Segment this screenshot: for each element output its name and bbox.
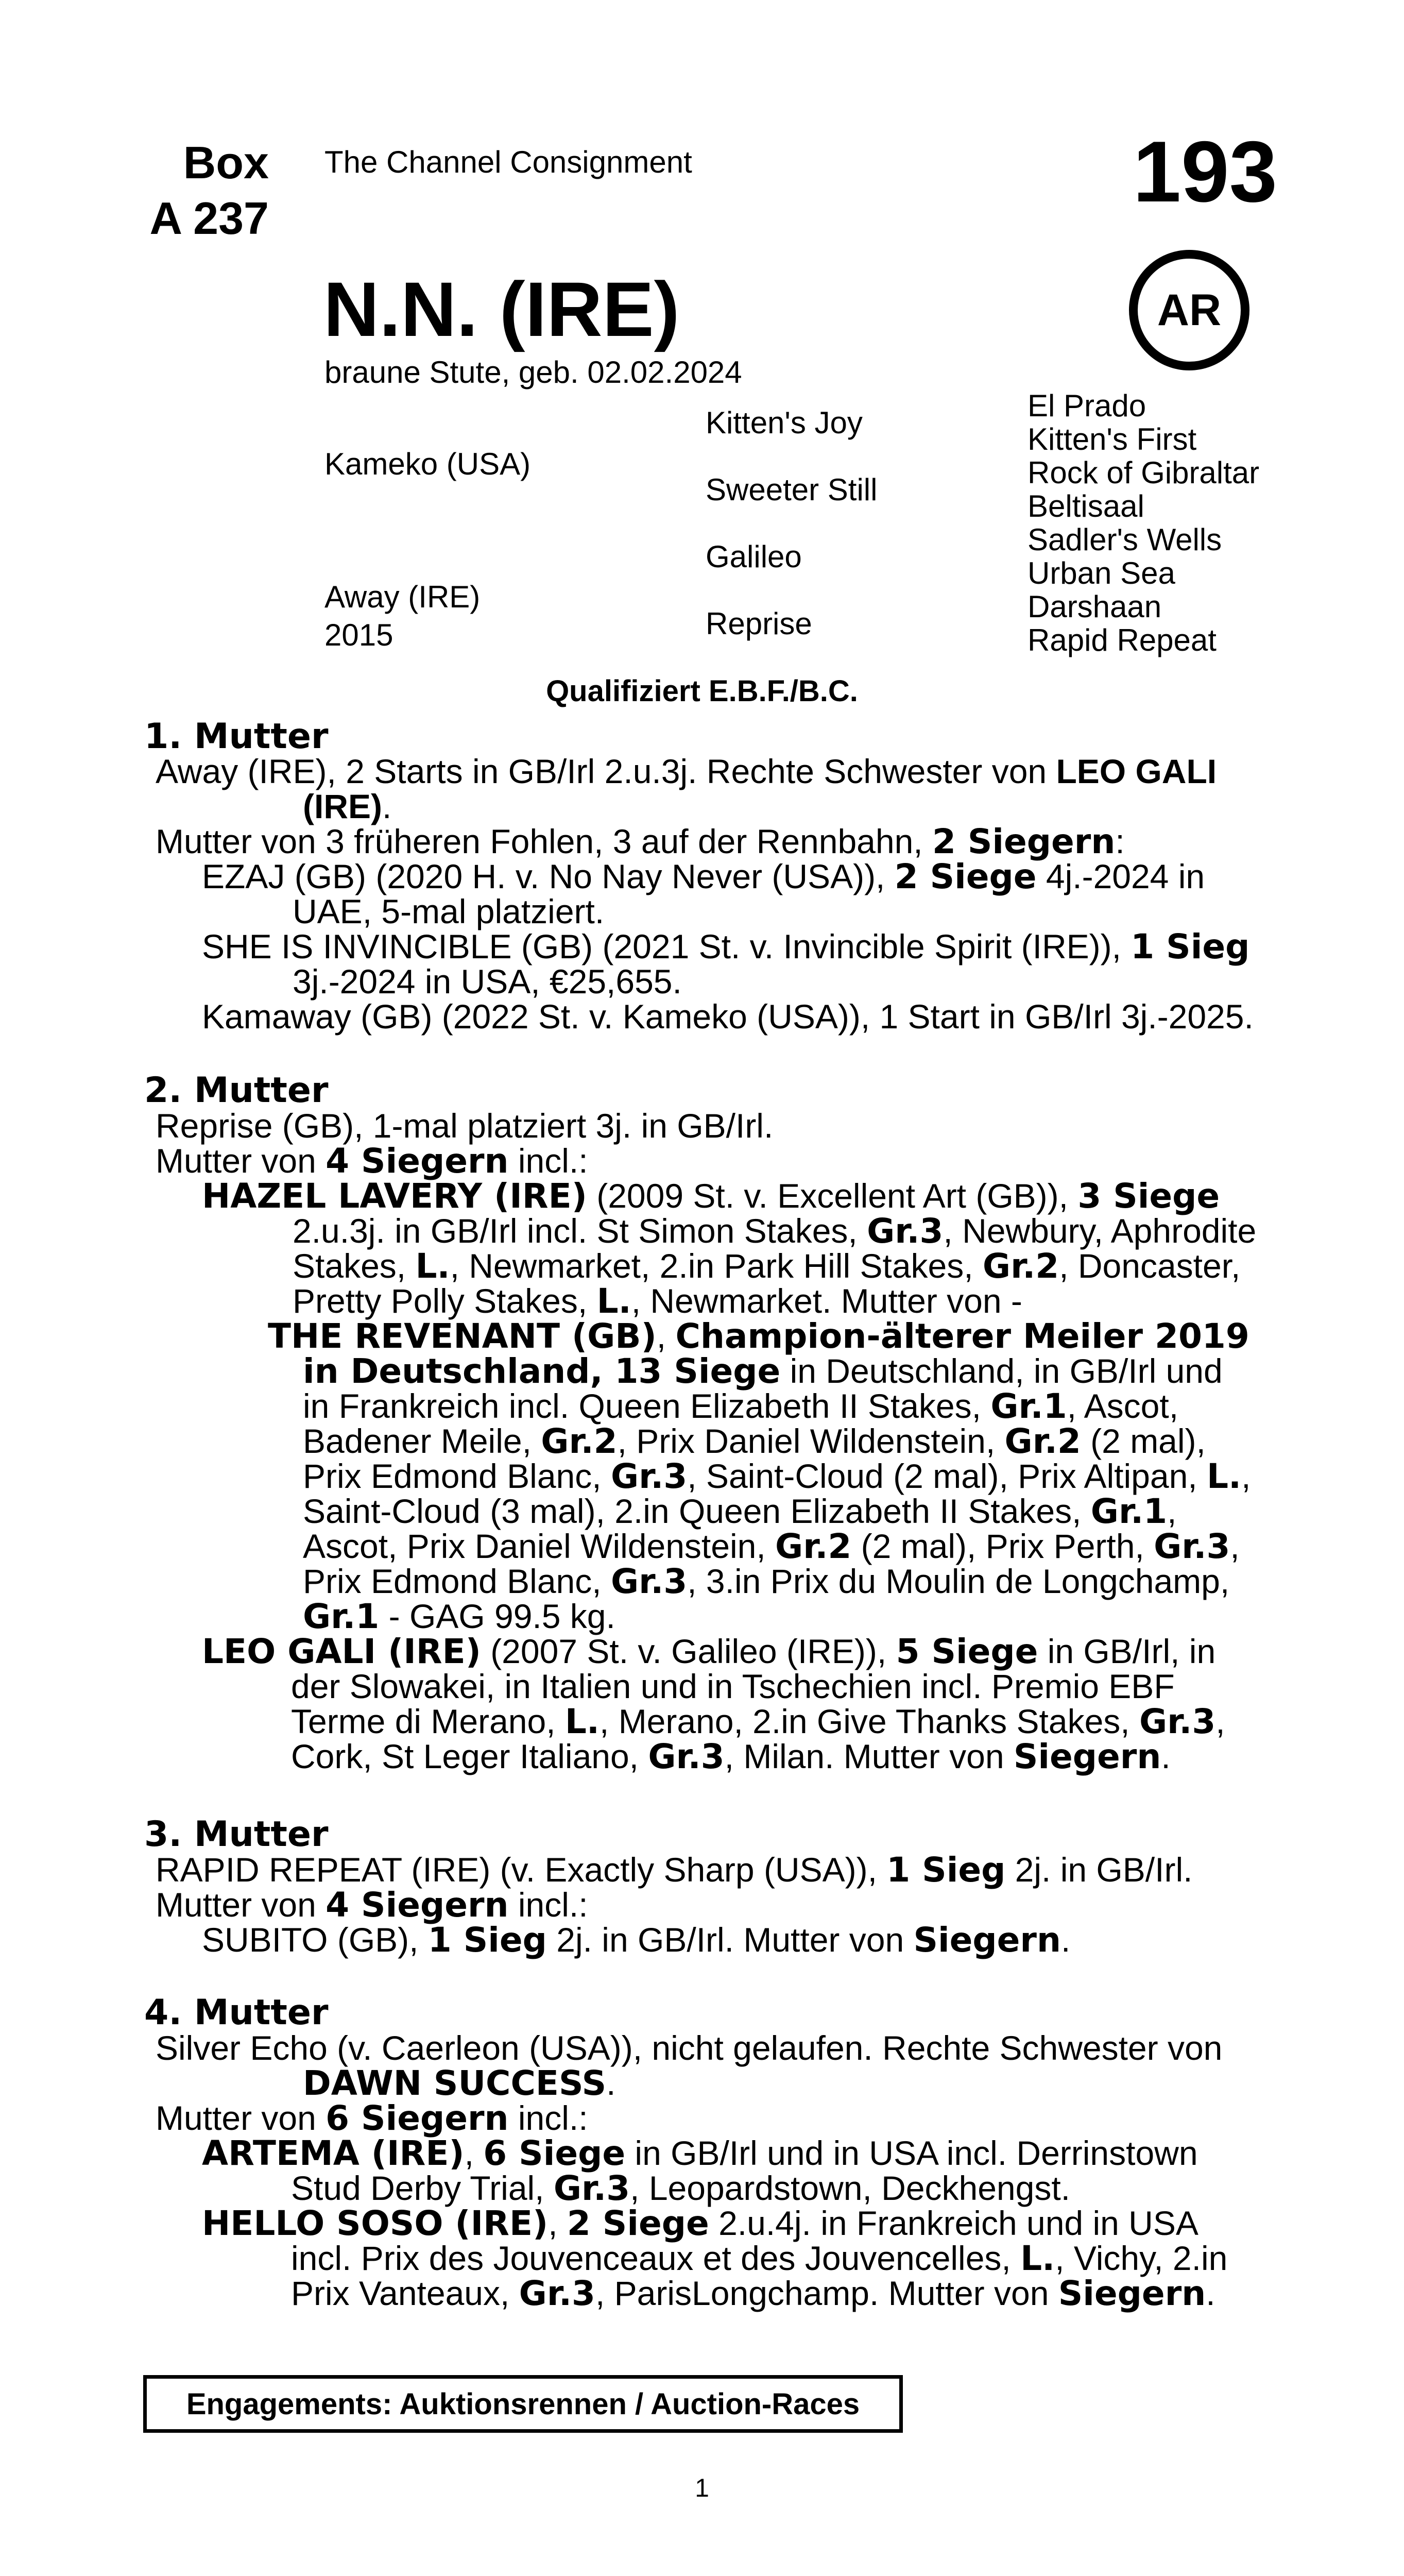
text-line: in Deutschland, 13 Siege in Deutschland, in GB/Irl und xyxy=(303,1351,1223,1391)
pedigree-sire: Kameko (USA) xyxy=(324,447,531,481)
box-info xyxy=(93,135,269,246)
pedigree-dam: Away (IRE) xyxy=(324,580,481,614)
page-number: 1 xyxy=(695,2473,709,2502)
section-heading: 4. Mutter xyxy=(144,1992,329,2033)
pedigree-grandparent: Reprise xyxy=(706,606,812,641)
text-line: in Frankreich incl. Queen Elizabeth II Stakes, Gr.1, Ascot, xyxy=(303,1386,1179,1426)
text-line: 2.u.3j. in GB/Irl incl. St Simon Stakes, Gr.3, Newbury, Aphrodite xyxy=(293,1211,1257,1251)
text-line: ARTEMA (IRE), 6 Siege in GB/Irl und in USA incl. Derrinstown xyxy=(202,2133,1198,2173)
text-line: UAE, 5-mal platziert. xyxy=(293,892,605,930)
pedigree-great-grandparent: El Prado xyxy=(1028,388,1146,423)
pedigree-grandparent: Kitten's Joy xyxy=(706,405,863,440)
text-line: Badener Meile, Gr.2, Prix Daniel Wildenstein, Gr.2 (2 mal), xyxy=(303,1421,1206,1461)
pedigree-great-grandparent: Sadler's Wells xyxy=(1028,522,1222,557)
lot-number: 193 xyxy=(1133,123,1277,220)
pedigree-great-grandparent: Rock of Gibraltar xyxy=(1028,455,1260,490)
horse-description: braune Stute, geb. 02.02.2024 xyxy=(324,355,742,389)
pedigree-great-grandparent: Rapid Repeat xyxy=(1028,623,1217,657)
section-heading: 3. Mutter xyxy=(144,1814,329,1855)
consignor: The Channel Consignment xyxy=(324,145,692,179)
text-line: Ascot, Prix Daniel Wildenstein, Gr.2 (2 mal), Prix Perth, Gr.3, xyxy=(303,1527,1240,1566)
qualification: Qualifiziert E.B.F./B.C. xyxy=(546,674,858,708)
text-line: SUBITO (GB), 1 Sieg 2j. in GB/Irl. Mutter von Siegern. xyxy=(202,1920,1071,1960)
pedigree-great-grandparent: Beltisaal xyxy=(1028,489,1144,523)
box-number: A 237 xyxy=(149,193,269,244)
text-line: Cork, St Leger Italiano, Gr.3, Milan. Mutter von Siegern. xyxy=(291,1737,1171,1776)
text-line: Prix Vanteaux, Gr.3, ParisLongchamp. Mutter von Siegern. xyxy=(291,2274,1215,2313)
pedigree-great-grandparent: Darshaan xyxy=(1028,589,1162,624)
text-line: EZAJ (GB) (2020 H. v. No Nay Never (USA)), 2 Siege 4j.-2024 in xyxy=(202,857,1205,896)
text-line: DAWN SUCCESS. xyxy=(303,2063,616,2103)
text-line: der Slowakei, in Italien und in Tschechien incl. Premio EBF xyxy=(291,1667,1175,1705)
horse-name: N.N. (IRE) xyxy=(323,266,680,352)
text-line: HAZEL LAVERY (IRE) (2009 St. v. Excellent Art (GB)), 3 Siege xyxy=(202,1176,1220,1216)
text-line: Mutter von 4 Siegern incl.: xyxy=(156,1885,588,1925)
pedigree-grandparent: Galileo xyxy=(706,539,802,574)
pedigree-great-grandparent: Urban Sea xyxy=(1028,556,1175,590)
text-line: THE REVENANT (GB), Champion-älterer Meiler 2019 xyxy=(268,1316,1249,1356)
section-heading: 1. Mutter xyxy=(144,716,329,757)
text-line: Reprise (GB), 1-mal platziert 3j. in GB/Irl. xyxy=(156,1107,774,1145)
text-line: SHE IS INVINCIBLE (GB) (2021 St. v. Invincible Spirit (IRE)), 1 Sieg xyxy=(202,927,1250,967)
text-line: Mutter von 4 Siegern incl.: xyxy=(156,1141,588,1181)
text-line: (IRE). xyxy=(303,787,392,825)
pedigree-great-grandparent: Kitten's First xyxy=(1028,422,1197,456)
text-line: Stud Derby Trial, Gr.3, Leopardstown, Deckhengst. xyxy=(291,2168,1071,2208)
ar-badge xyxy=(1129,250,1249,370)
engagements-label: Engagements: Auktionsrennen / Auction-Races xyxy=(186,2387,860,2421)
pedigree-grandparent: Sweeter Still xyxy=(706,472,878,507)
text-line: Mutter von 6 Siegern incl.: xyxy=(156,2098,588,2138)
text-line: Stakes, L., Newmarket, 2.in Park Hill Stakes, Gr.2, Doncaster, xyxy=(293,1246,1241,1286)
text-line: RAPID REPEAT (IRE) (v. Exactly Sharp (USA)), 1 Sieg 2j. in GB/Irl. xyxy=(156,1850,1193,1890)
text-line: Away (IRE), 2 Starts in GB/Irl 2.u.3j. Rechte Schwester von LEO GALI xyxy=(156,752,1217,790)
text-line: Pretty Polly Stakes, L., Newmarket. Mutter von - xyxy=(293,1281,1022,1321)
text-line: incl. Prix des Jouvenceaux et des Jouvencelles, L., Vichy, 2.in xyxy=(291,2239,1228,2278)
text-line: HELLO SOSO (IRE), 2 Siege 2.u.4j. in Frankreich und in USA xyxy=(202,2204,1198,2243)
text-line: Prix Edmond Blanc, Gr.3, Saint-Cloud (2 mal), Prix Altipan, L., xyxy=(303,1456,1251,1496)
section-heading: 2. Mutter xyxy=(144,1070,329,1111)
engagements-box xyxy=(143,2375,903,2433)
text-line: Mutter von 3 früheren Fohlen, 3 auf der Rennbahn, 2 Siegern: xyxy=(156,822,1125,861)
text-line: 3j.-2024 in USA, €25,655. xyxy=(293,962,682,1001)
ar-badge-label: AR xyxy=(1157,285,1222,335)
box-label: Box xyxy=(183,137,269,188)
text-line: Kamaway (GB) (2022 St. v. Kameko (USA)), 1 Start in GB/Irl 3j.-2025. xyxy=(202,997,1254,1036)
pedigree-dam-year: 2015 xyxy=(324,618,393,652)
text-line: Prix Edmond Blanc, Gr.3, 3.in Prix du Moulin de Longchamp, xyxy=(303,1562,1230,1601)
text-line: Silver Echo (v. Caerleon (USA)), nicht gelaufen. Rechte Schwester von xyxy=(156,2029,1223,2067)
text-line: Gr.1 - GAG 99.5 kg. xyxy=(303,1597,615,1636)
text-line: Terme di Merano, L., Merano, 2.in Give Thanks Stakes, Gr.3, xyxy=(291,1702,1225,1741)
text-line: LEO GALI (IRE) (2007 St. v. Galileo (IRE)), 5 Siege in GB/Irl, in xyxy=(202,1632,1216,1671)
text-line: Saint-Cloud (3 mal), 2.in Queen Elizabeth II Stakes, Gr.1, xyxy=(303,1492,1177,1531)
